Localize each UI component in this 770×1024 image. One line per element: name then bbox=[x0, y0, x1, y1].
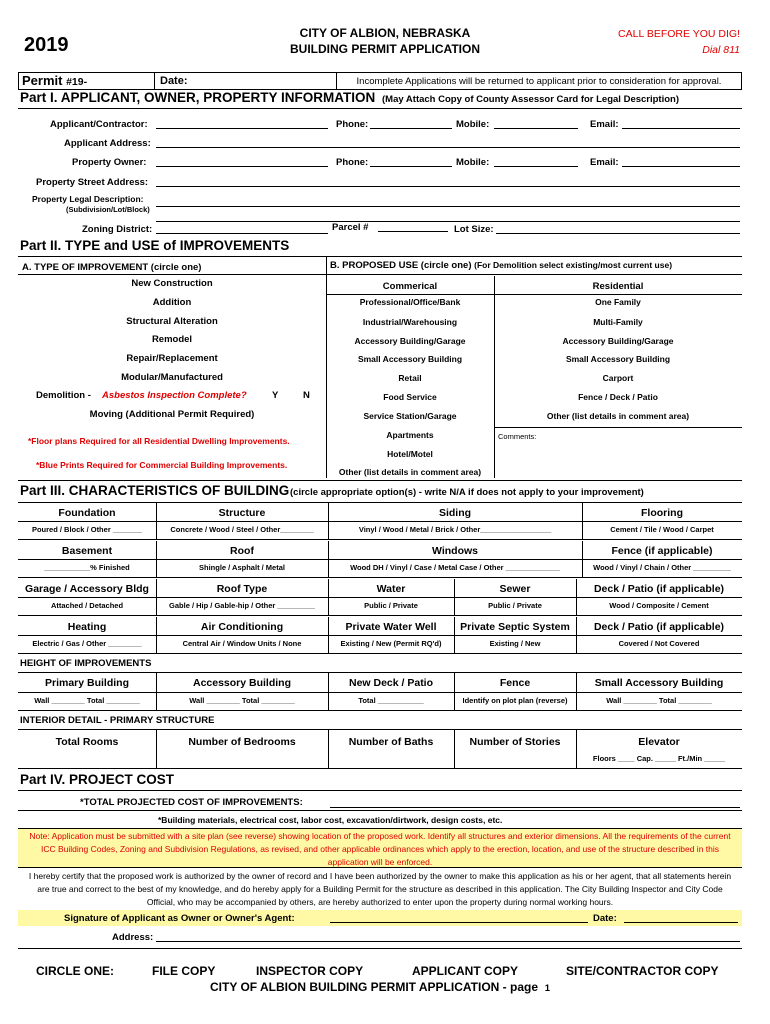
grid-line bbox=[156, 672, 157, 710]
characteristic-heading: Heating bbox=[67, 621, 107, 633]
characteristic-heading: Water bbox=[376, 583, 406, 595]
asbestos-label: Asbestos Inspection Complete? bbox=[102, 390, 247, 401]
demolition-label: Demolition - bbox=[36, 390, 91, 401]
grid-line bbox=[18, 768, 742, 769]
type-option[interactable]: Structural Alteration bbox=[126, 316, 218, 327]
interior-title: INTERIOR DETAIL - PRIMARY STRUCTURE bbox=[20, 715, 215, 726]
characteristic-options[interactable]: Wood / Vinyl / Chain / Other _________ bbox=[593, 563, 731, 572]
height-heading: Primary Building bbox=[44, 677, 129, 689]
floor-plans-note: *Floor plans Required for all Residential Dwelling Improvements. bbox=[28, 436, 290, 446]
total-cost-field[interactable] bbox=[330, 798, 740, 808]
phone-label-2: Phone: bbox=[336, 157, 369, 168]
characteristic-options[interactable]: Shingle / Asphalt / Metal bbox=[199, 563, 285, 572]
type-improvement-title: A. TYPE OF IMPROVEMENT (circle one) bbox=[22, 262, 202, 273]
commercial-use-option[interactable]: Food Service bbox=[383, 392, 437, 402]
height-fields[interactable]: Wall ________ Total ________ bbox=[606, 696, 712, 705]
grid-line bbox=[18, 559, 742, 560]
residential-use-option[interactable]: Fence / Deck / Patio bbox=[578, 392, 658, 402]
grid-line bbox=[576, 617, 577, 653]
characteristic-options[interactable]: Vinyl / Wood / Metal / Brick / Other_________________ bbox=[358, 525, 552, 534]
part3-title: Part III. CHARACTERISTICS OF BUILDING bbox=[20, 483, 290, 498]
type-option[interactable]: Addition bbox=[152, 297, 192, 308]
grid-line bbox=[156, 541, 157, 577]
interior-heading: Number of Bedrooms bbox=[188, 736, 296, 748]
grid-line bbox=[18, 577, 742, 578]
characteristic-options[interactable]: Concrete / Wood / Steel / Other________ bbox=[170, 525, 314, 534]
height-fields[interactable]: Identify on plot plan (reverse) bbox=[462, 696, 568, 705]
grid-line bbox=[582, 541, 583, 577]
grid-line bbox=[454, 672, 455, 710]
applicant-label: Applicant/Contractor: bbox=[50, 119, 148, 130]
characteristic-options[interactable]: Gable / Hip / Gable-hip / Other _________ bbox=[169, 601, 315, 610]
height-fields[interactable]: Wall ________ Total ________ bbox=[34, 696, 140, 705]
characteristic-options[interactable]: Poured / Block / Other _______ bbox=[31, 525, 143, 534]
part1-title: Part I. APPLICANT, OWNER, PROPERTY INFORMATION bbox=[20, 90, 376, 105]
grid-line bbox=[18, 597, 742, 598]
characteristic-heading: Siding bbox=[438, 507, 472, 519]
characteristic-options[interactable]: Covered / Not Covered bbox=[618, 639, 700, 648]
type-option[interactable]: Modular/Manufactured bbox=[121, 372, 223, 383]
characteristic-heading: Air Conditioning bbox=[200, 621, 284, 633]
characteristic-heading: Structure bbox=[218, 507, 266, 519]
applicant-copy-option[interactable]: APPLICANT COPY bbox=[412, 964, 519, 978]
signature-field[interactable] bbox=[330, 912, 588, 923]
mobile-field-1[interactable] bbox=[494, 118, 578, 129]
grid-line bbox=[18, 729, 742, 730]
comments-label: Comments: bbox=[498, 432, 537, 441]
grid-line bbox=[328, 541, 329, 577]
grid-line bbox=[454, 579, 455, 615]
commercial-use-option[interactable]: Retail bbox=[398, 373, 422, 383]
characteristic-heading: Private Septic System bbox=[460, 621, 570, 633]
characteristic-heading: Roof Type bbox=[216, 583, 268, 595]
total-cost-label: *TOTAL PROJECTED COST OF IMPROVEMENTS: bbox=[80, 797, 303, 808]
interior-heading: Total Rooms bbox=[55, 736, 119, 748]
zoning-field[interactable] bbox=[156, 223, 328, 234]
cost-items-note: *Building materials, electrical cost, labor cost, excavation/dirtwork, design costs, etc. bbox=[158, 815, 503, 825]
site-plan-note: Note: Application must be submitted with a site plan (see reverse) showing location of the proposed work. Identify all structures and exterior dimensions. All the requirements of the current ICC Building Codes, Zoning and Subdivision Regulations, as revised, and other applicable ordinances which apply to the erection, location, and use of the structure described in this application will be enforced. bbox=[18, 828, 742, 868]
signature-date-label: Date: bbox=[593, 913, 617, 924]
applicant-field[interactable] bbox=[156, 118, 328, 129]
commercial-use-option[interactable]: Small Accessory Building bbox=[357, 354, 463, 364]
grid-line bbox=[18, 539, 742, 540]
characteristic-options[interactable]: Public / Private bbox=[364, 601, 418, 610]
characteristic-options[interactable]: Existing / New bbox=[489, 639, 541, 648]
phone-field-1[interactable] bbox=[370, 118, 452, 129]
characteristic-options[interactable]: Electric / Gas / Other ________ bbox=[32, 639, 142, 648]
owner-field[interactable] bbox=[156, 156, 328, 167]
grid-line bbox=[18, 672, 742, 673]
characteristic-options[interactable]: Cement / Tile / Wood / Carpet bbox=[610, 525, 714, 534]
grid-line bbox=[328, 729, 329, 768]
grid-line bbox=[576, 579, 577, 615]
grid-line bbox=[18, 635, 742, 636]
type-option[interactable]: Remodel bbox=[151, 334, 193, 345]
blue-prints-note: *Blue Prints Required for Commercial Building Improvements. bbox=[36, 460, 288, 470]
grid-line bbox=[156, 729, 157, 768]
commercial-use-option[interactable]: Industrial/Warehousing bbox=[362, 317, 458, 327]
residential-use-option[interactable]: Multi-Family bbox=[593, 317, 643, 327]
phone-field-2[interactable] bbox=[370, 156, 452, 167]
height-title: HEIGHT OF IMPROVEMENTS bbox=[20, 658, 152, 669]
commercial-use-option[interactable]: Service Station/Garage bbox=[363, 411, 457, 421]
asbestos-no[interactable]: N bbox=[303, 390, 310, 401]
characteristic-heading: Deck / Patio (if applicable) bbox=[593, 621, 725, 633]
call-before-dig: CALL BEFORE YOU DIG! bbox=[618, 28, 740, 40]
dial-811: Dial 811 bbox=[702, 44, 740, 56]
street-label: Property Street Address: bbox=[36, 177, 149, 188]
characteristic-heading: Private Water Well bbox=[345, 621, 437, 633]
part3-note: (circle appropriate option(s) - write N/A if does not apply to your improvement) bbox=[290, 487, 644, 498]
residential-use-option[interactable]: Small Accessory Building bbox=[565, 354, 671, 364]
characteristic-heading: Flooring bbox=[641, 507, 683, 519]
height-heading: Accessory Building bbox=[192, 677, 292, 689]
lot-size-label: Lot Size: bbox=[454, 224, 494, 235]
type-moving[interactable]: Moving (Additional Permit Required) bbox=[89, 409, 255, 420]
asbestos-yes[interactable]: Y bbox=[272, 390, 279, 401]
commercial-use-option[interactable]: Professional/Office/Bank bbox=[359, 297, 461, 307]
part4-title: Part IV. PROJECT COST bbox=[20, 772, 175, 787]
email-field-1[interactable] bbox=[622, 118, 740, 129]
residential-use-option[interactable]: Carport bbox=[602, 373, 634, 383]
grid-line bbox=[18, 653, 742, 654]
email-label-2: Email: bbox=[590, 157, 619, 168]
type-option[interactable]: New Construction bbox=[131, 278, 213, 289]
address-field[interactable] bbox=[156, 931, 740, 942]
inspector-copy-option[interactable]: INSPECTOR COPY bbox=[256, 964, 364, 978]
site-contractor-copy-option[interactable]: SITE/CONTRACTOR COPY bbox=[566, 964, 719, 978]
characteristic-heading: Sewer bbox=[499, 583, 531, 595]
parcel-field[interactable] bbox=[378, 221, 448, 232]
address-label: Address: bbox=[112, 932, 154, 943]
footer-title: CITY OF ALBION BUILDING PERMIT APPLICATION - page 1 bbox=[210, 980, 550, 994]
grid-line bbox=[18, 615, 742, 616]
grid-line bbox=[18, 710, 742, 711]
characteristic-heading: Windows bbox=[432, 545, 478, 557]
mobile-label-1: Mobile: bbox=[456, 119, 490, 130]
grid-line bbox=[156, 617, 157, 653]
grid-line bbox=[454, 617, 455, 653]
characteristic-options[interactable]: Public / Private bbox=[488, 601, 542, 610]
height-heading: Small Accessory Building bbox=[594, 677, 724, 689]
characteristic-options[interactable]: Central Air / Window Units / None bbox=[182, 639, 302, 648]
parcel-label: Parcel # bbox=[332, 222, 369, 233]
proposed-use-title: B. PROPOSED USE (circle one) (For Demolition select existing/most current use) bbox=[330, 260, 673, 271]
commercial-head: Commerical bbox=[382, 281, 438, 292]
grid-line bbox=[18, 692, 742, 693]
owner-label: Property Owner: bbox=[72, 157, 147, 168]
zoning-label: Zoning District: bbox=[82, 224, 153, 235]
grid-line bbox=[156, 579, 157, 615]
grid-line bbox=[18, 521, 742, 522]
height-heading: New Deck / Patio bbox=[348, 677, 434, 689]
certification-text: I hereby certify that the proposed work is authorized by the owner of record and I have been authorized by the owner to make this application as his or her agent, that all statements herein are true and correct to the best of my knowledge, and do hereby apply for a Building Permit for the structure as described in this application. The City Building Inspector and City Code Official, who may be accompanied by others, are hereby authorized to enter upon the property during normal working hours. bbox=[28, 871, 732, 907]
height-heading: Fence bbox=[499, 677, 531, 689]
elevator-fields[interactable]: Floors ____ Cap. _____ Ft./Min _____ bbox=[592, 754, 726, 763]
email-field-2[interactable] bbox=[622, 156, 740, 167]
grid-line bbox=[582, 503, 583, 539]
characteristic-heading: Garage / Accessory Bldg bbox=[25, 583, 149, 595]
mobile-label-2: Mobile: bbox=[456, 157, 490, 168]
legal-sublabel: (Subdivision/Lot/Block) bbox=[66, 205, 150, 214]
interior-heading: Elevator bbox=[638, 736, 680, 748]
characteristic-options[interactable]: ___________% Finished bbox=[44, 563, 130, 572]
characteristic-heading: Fence (if applicable) bbox=[611, 545, 713, 557]
commercial-use-option[interactable]: Hotel/Motel bbox=[387, 449, 433, 459]
grid-line bbox=[156, 503, 157, 539]
city-title: CITY OF ALBION, NEBRASKA bbox=[299, 26, 471, 40]
lot-size-field[interactable] bbox=[496, 223, 740, 234]
permit-date-label: Date: bbox=[160, 75, 188, 87]
grid-line bbox=[328, 579, 329, 615]
characteristic-heading: Roof bbox=[230, 545, 254, 557]
file-copy-option[interactable]: FILE COPY bbox=[152, 964, 216, 978]
residential-use-option[interactable]: Other (list details in comment area) bbox=[546, 411, 690, 421]
characteristic-heading: Deck / Patio (if applicable) bbox=[593, 583, 725, 595]
email-label-1: Email: bbox=[590, 119, 619, 130]
applicant-address-field[interactable] bbox=[156, 137, 740, 148]
grid-line bbox=[454, 729, 455, 768]
residential-head: Residential bbox=[592, 281, 644, 292]
grid-line bbox=[328, 503, 329, 539]
characteristic-options[interactable]: Attached / Detached bbox=[50, 601, 124, 610]
grid-line bbox=[328, 672, 329, 710]
commercial-use-option[interactable]: Accessory Building/Garage bbox=[354, 336, 466, 346]
interior-heading: Number of Baths bbox=[348, 736, 434, 748]
characteristic-heading: Basement bbox=[61, 545, 113, 557]
residential-use-option[interactable]: One Family bbox=[595, 297, 641, 307]
comments-field[interactable] bbox=[500, 444, 736, 474]
phone-label-1: Phone: bbox=[336, 119, 369, 130]
legal-label: Property Legal Description: bbox=[32, 194, 144, 204]
characteristic-options[interactable]: Wood / Composite / Cement bbox=[609, 601, 709, 610]
height-fields[interactable]: Total ___________ bbox=[358, 696, 424, 705]
incomplete-notice: Incomplete Applications will be returned to applicant prior to consideration for approval. bbox=[356, 76, 722, 87]
grid-line bbox=[576, 729, 577, 768]
interior-heading: Number of Stories bbox=[469, 736, 561, 748]
height-fields[interactable]: Wall ________ Total ________ bbox=[189, 696, 295, 705]
grid-line bbox=[328, 617, 329, 653]
permit-label: Permit #19- bbox=[22, 73, 88, 88]
year: 2019 bbox=[24, 34, 69, 56]
grid-line bbox=[576, 672, 577, 710]
form-title: BUILDING PERMIT APPLICATION bbox=[290, 42, 480, 56]
commercial-use-option[interactable]: Apartments bbox=[386, 430, 434, 440]
street-field[interactable] bbox=[156, 176, 740, 187]
characteristic-options[interactable]: Wood DH / Vinyl / Case / Metal Case / Other _____________ bbox=[350, 563, 560, 572]
signature-date-field[interactable] bbox=[624, 912, 738, 923]
legal-field-1[interactable] bbox=[156, 196, 740, 207]
characteristic-heading: Foundation bbox=[58, 507, 116, 519]
applicant-address-label: Applicant Address: bbox=[64, 138, 151, 149]
part1-note: (May Attach Copy of County Assessor Card for Legal Description) bbox=[382, 94, 680, 105]
part2-title: Part II. TYPE and USE of IMPROVEMENTS bbox=[20, 238, 290, 253]
mobile-field-2[interactable] bbox=[494, 156, 578, 167]
type-option[interactable]: Repair/Replacement bbox=[126, 353, 218, 364]
signature-label: Signature of Applicant as Owner or Owner's Agent: bbox=[64, 913, 295, 924]
residential-use-option[interactable]: Accessory Building/Garage bbox=[562, 336, 674, 346]
commercial-use-option[interactable]: Other (list details in comment area) bbox=[338, 467, 482, 477]
legal-field-2[interactable] bbox=[156, 211, 740, 222]
circle-one-label: CIRCLE ONE: bbox=[36, 964, 114, 978]
characteristic-options[interactable]: Existing / New (Permit RQ'd) bbox=[340, 639, 442, 648]
